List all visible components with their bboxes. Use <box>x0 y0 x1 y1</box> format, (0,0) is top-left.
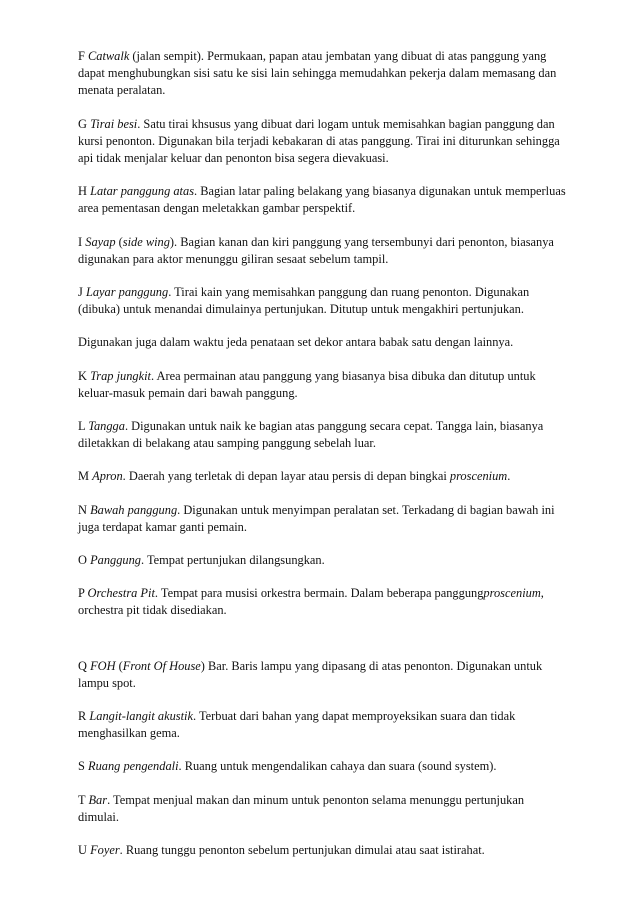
entry-letter: S <box>78 759 85 774</box>
entry-text: . Digunakan untuk menyimpan peralatan set. Terkadang di bagian bawah ini juga terdapat kamar ganti pemain. <box>78 502 555 534</box>
entry-term: Front Of House <box>122 658 201 673</box>
entry-text: ) Bar. Baris lampu yang dipasang di atas penonton. Digunakan untuk lampu spot. <box>78 658 543 690</box>
entry-text: . Tempat menjual makan dan minum untuk penonton selama menunggu pertunjukan dimulai. <box>78 792 525 824</box>
entry-text: ( <box>115 658 123 673</box>
entry-term: proscenium <box>483 586 541 601</box>
entry-letter: R <box>78 709 87 724</box>
entry-term: Tangga <box>88 419 125 434</box>
glossary-entry <box>78 758 568 775</box>
entry-text: . Terbuat dari bahan yang dapat memproyeksikan suara dan tidak menghasilkan gema. <box>78 709 516 741</box>
glossary-entry <box>78 234 568 268</box>
entry-text: . Bagian latar paling belakang yang biasanya digunakan untuk memperluas area pementasan dengan meletakkan gambar perspektif. <box>78 184 566 216</box>
glossary-entry <box>78 116 568 168</box>
entry-term: Bar <box>88 792 108 807</box>
entry-text: . Ruang tunggu penonton sebelum pertunjukan dimulai atau saat istirahat. <box>119 843 485 858</box>
entry-term: Orchestra Pit <box>87 586 155 601</box>
entry-text: . Ruang untuk mengendalikan cahaya dan suara (sound system). <box>178 759 497 774</box>
entry-term: Bawah panggung <box>90 502 178 517</box>
glossary-entry <box>78 468 568 485</box>
entry-term: Ruang pengendali <box>88 759 179 774</box>
entry-text: . <box>507 469 511 484</box>
entry-letter: G <box>78 116 87 131</box>
entry-text: . Tempat pertunjukan dilangsungkan. <box>141 553 325 568</box>
entry-term: Latar panggung atas <box>90 184 195 199</box>
entry-text: . Daerah yang terletak di depan layar atau persis di depan bingkai <box>122 469 450 484</box>
entry-term: proscenium <box>449 469 508 484</box>
entry-letter: O <box>78 553 87 568</box>
entry-term: Tirai besi <box>90 116 138 131</box>
entry-term: Foyer <box>90 843 120 858</box>
glossary-entry <box>78 502 568 536</box>
entry-term: Layar panggung <box>85 285 169 300</box>
glossary-entry <box>78 842 568 859</box>
entry-term: Apron <box>92 469 123 484</box>
entry-term: Langit-langit akustik <box>89 709 193 724</box>
entry-letter: H <box>78 184 87 199</box>
glossary-list <box>78 48 598 859</box>
entry-letter: N <box>78 502 87 517</box>
entry-letter: J <box>78 285 83 300</box>
entry-text: . Satu tirai khsusus yang dibuat dari logam untuk memisahkan bagian panggung dan kursi penonton. Digunakan bila terjadi kebakaran di atas panggung. Tirai ini diturunkan sehingga api tidak menjalar keluar dan penonton bisa segera dievakuasi. <box>78 116 560 166</box>
glossary-entry <box>78 48 568 100</box>
entry-letter: P <box>78 586 85 601</box>
glossary-entry <box>78 183 568 217</box>
entry-text: , orchestra pit tidak disediakan. <box>78 586 544 618</box>
entry-term: Trap jungkit <box>90 368 151 383</box>
entry-text: . Tirai kain yang memisahkan panggung dan ruang penonton. Digunakan (dibuka) untuk menandai dimulainya pertunjukan. Ditutup untuk mengakhiri pertunjukan. <box>78 285 530 317</box>
entry-term: Sayap <box>85 234 116 249</box>
entry-letter: M <box>78 469 90 484</box>
entry-text: . Digunakan untuk naik ke bagian atas panggung secara cepat. Tangga lain, biasanya diletakkan di belakang atau samping panggung sebelah luar. <box>78 419 544 451</box>
glossary-entry <box>78 552 568 569</box>
entry-text: Digunakan juga dalam waktu jeda penataan set dekor antara babak satu dengan lainnya. <box>78 335 514 350</box>
glossary-entry <box>78 708 568 742</box>
entry-text: (jalan sempit). Permukaan, papan atau jembatan yang dibuat di atas panggung yang dapat menghubungkan sisi satu ke sisi lain sehingga memudahkan pekerja dalam memasang dan menata peralatan. <box>78 49 557 98</box>
entry-letter: F <box>78 49 85 63</box>
entry-term: side wing <box>122 234 170 249</box>
entry-letter: U <box>78 843 87 858</box>
entry-text: . Area permainan atau panggung yang biasanya bisa dibuka dan ditutup untuk keluar-masuk pemain dari bawah panggung. <box>78 368 536 400</box>
entry-text: ( <box>115 234 123 249</box>
glossary-entry <box>78 368 568 402</box>
glossary-entry <box>78 284 568 318</box>
entry-term: Panggung <box>90 553 141 568</box>
entry-term: FOH <box>90 658 116 673</box>
glossary-entry <box>78 658 568 692</box>
entry-text: ). Bagian kanan dan kiri panggung yang tersembunyi dari penonton, biasanya digunakan para aktor menunggu giliran sesaat sebelum tampil. <box>78 234 554 266</box>
glossary-entry <box>78 792 568 826</box>
entry-letter: K <box>78 368 87 383</box>
entry-text: . Tempat para musisi orkestra bermain. Dalam beberapa panggung <box>154 586 484 601</box>
glossary-entry <box>78 585 568 619</box>
entry-letter: Q <box>78 658 87 673</box>
entry-term: Catwalk <box>88 49 130 63</box>
entry-letter: L <box>78 419 86 434</box>
entry-letter: T <box>78 792 86 807</box>
glossary-entry <box>78 334 568 351</box>
entry-letter: I <box>78 234 83 249</box>
glossary-entry <box>78 418 568 452</box>
